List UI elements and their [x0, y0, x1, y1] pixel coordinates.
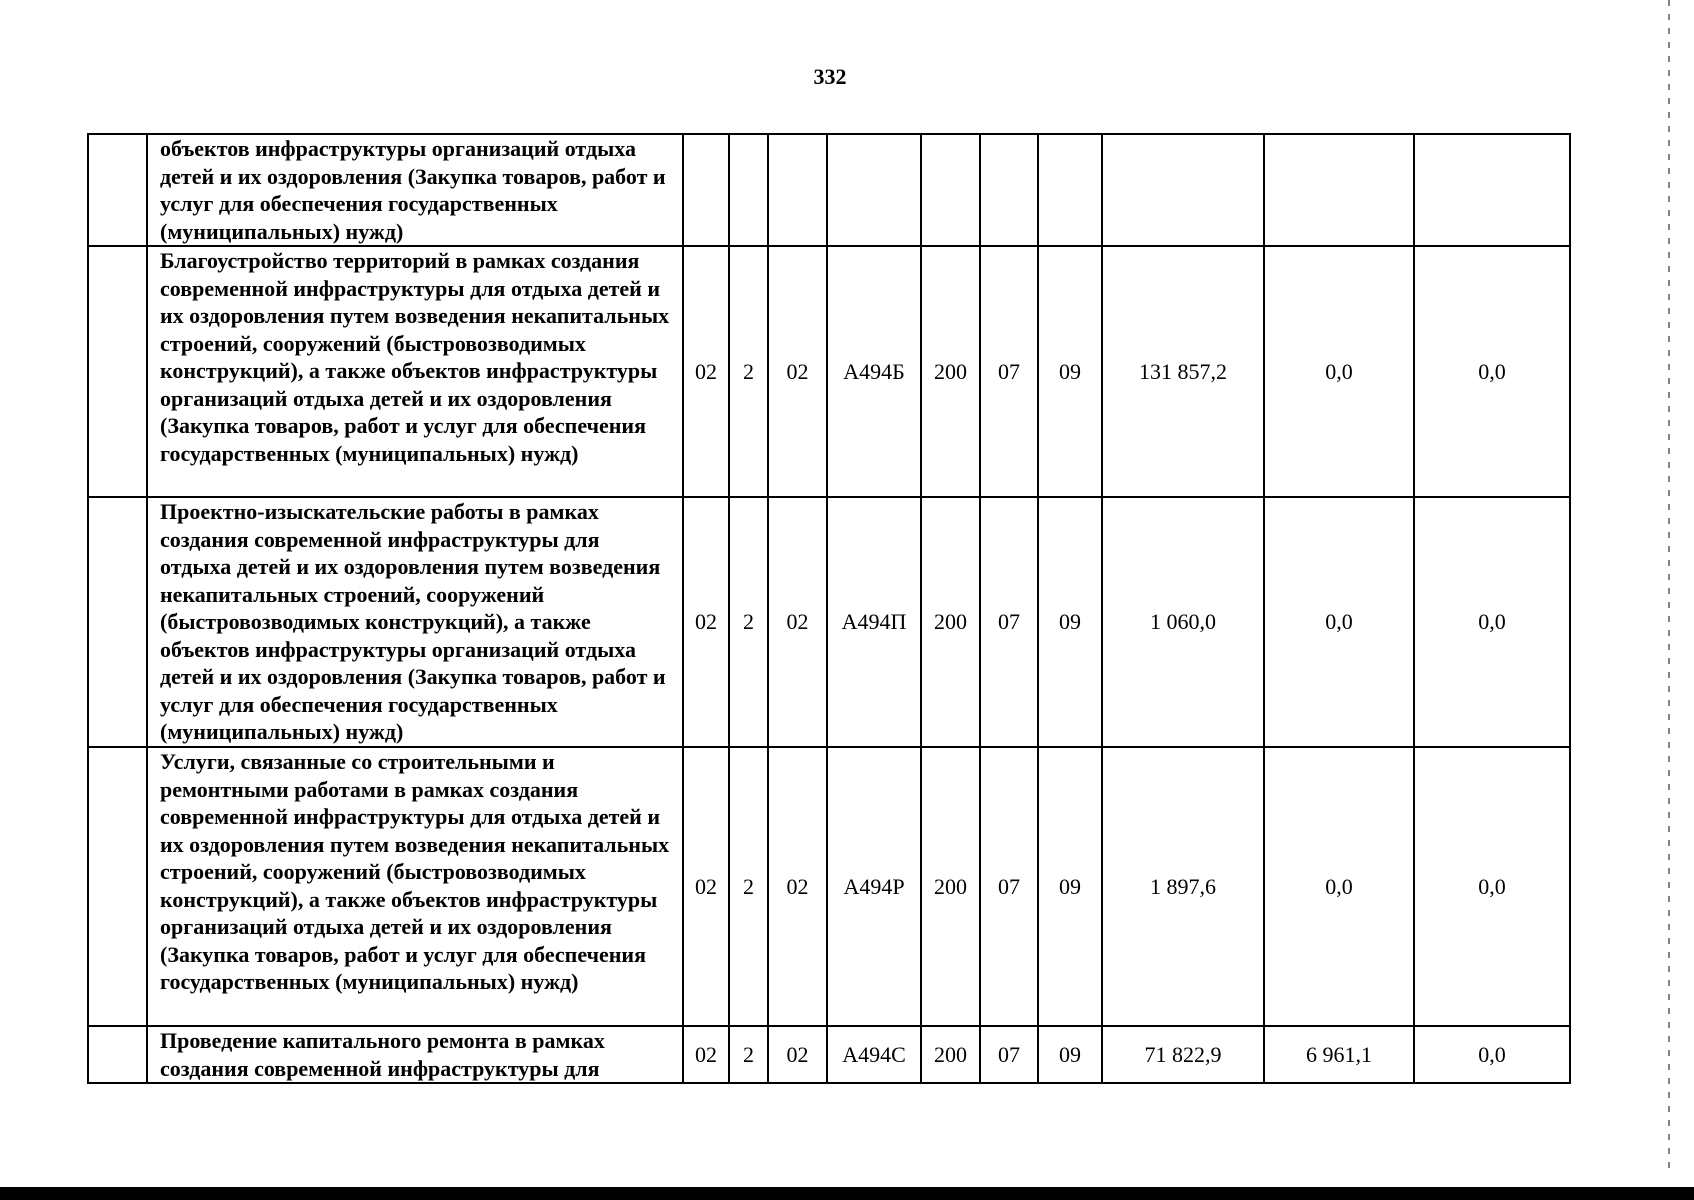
amount-cell: 1 060,0: [1102, 497, 1264, 747]
code-cell: 02: [768, 1026, 827, 1083]
expense-type-cell: 200: [921, 747, 980, 1026]
code-cell: 02: [683, 497, 729, 747]
code-cell: 2: [729, 497, 768, 747]
scan-edge-line: [1668, 0, 1670, 1170]
table-row: [88, 497, 1570, 747]
subsection-cell: [1038, 134, 1102, 246]
code-cell: 2: [729, 747, 768, 1026]
expense-type-cell: 200: [921, 1026, 980, 1083]
table-row: [88, 246, 1570, 497]
row-description: объектов инфраструктуры организаций отдыха детей и их оздоровления (Закупка товаров, работ и услуг для обеспечения государственных (муниципальных) нужд): [147, 134, 683, 246]
amount-cell: 71 822,9: [1102, 1026, 1264, 1083]
row-index-cell: [88, 246, 147, 497]
amount-cell: 0,0: [1414, 1026, 1570, 1083]
row-index-cell: [88, 1026, 147, 1083]
code-cell: 02: [683, 246, 729, 497]
amount-cell: 6 961,1: [1264, 1026, 1414, 1083]
subsection-cell: 09: [1038, 1026, 1102, 1083]
table-row: [88, 1026, 1570, 1083]
row-description: Проведение капитального ремонта в рамках создания современной инфраструктуры для: [147, 1026, 683, 1083]
budget-table: [87, 133, 1571, 1084]
section-cell: 07: [980, 246, 1038, 497]
row-description: Благоустройство территорий в рамках создания современной инфраструктуры для отдыха детей и их оздоровления путем возведения некапитальных строений, сооружений (быстровозводимых конструкций), а также объектов инфраструктуры организаций отдыха детей и их оздоровления (Закупка товаров, работ и услуг для обеспечения государственных (муниципальных) нужд): [147, 246, 683, 497]
target-article-cell: А494С: [827, 1026, 921, 1083]
row-index-cell: [88, 747, 147, 1026]
table-row: [88, 134, 1570, 246]
amount-cell: [1414, 134, 1570, 246]
row-index-cell: [88, 134, 147, 246]
subsection-cell: 09: [1038, 747, 1102, 1026]
target-article-cell: А494Р: [827, 747, 921, 1026]
amount-cell: 0,0: [1264, 497, 1414, 747]
section-cell: 07: [980, 1026, 1038, 1083]
target-article-cell: А494Б: [827, 246, 921, 497]
code-cell: 02: [683, 1026, 729, 1083]
subsection-cell: 09: [1038, 497, 1102, 747]
row-description: Услуги, связанные со строительными и ремонтными работами в рамках создания современной инфраструктуры для отдыха детей и их оздоровления путем возведения некапитальных строений, сооружений (быстровозводимых конструкций), а также объектов инфраструктуры организаций отдыха детей и их оздоровления (Закупка товаров, работ и услуг для обеспечения государственных (муниципальных) нужд): [147, 747, 683, 1026]
amount-cell: 0,0: [1414, 497, 1570, 747]
amount-cell: 0,0: [1414, 246, 1570, 497]
code-cell: 02: [768, 747, 827, 1026]
code-cell: [768, 134, 827, 246]
amount-cell: [1102, 134, 1264, 246]
target-article-cell: [827, 134, 921, 246]
expense-type-cell: 200: [921, 246, 980, 497]
expense-type-cell: [921, 134, 980, 246]
code-cell: 02: [768, 246, 827, 497]
amount-cell: 1 897,6: [1102, 747, 1264, 1026]
amount-cell: [1264, 134, 1414, 246]
target-article-cell: А494П: [827, 497, 921, 747]
row-index-cell: [88, 497, 147, 747]
section-cell: 07: [980, 747, 1038, 1026]
amount-cell: 0,0: [1264, 747, 1414, 1026]
code-cell: 2: [729, 246, 768, 497]
page-number: 332: [813, 64, 847, 89]
section-cell: [980, 134, 1038, 246]
code-cell: 02: [768, 497, 827, 747]
section-cell: 07: [980, 497, 1038, 747]
scan-bottom-border: [0, 1187, 1694, 1200]
table-row: [88, 747, 1570, 1026]
expense-type-cell: 200: [921, 497, 980, 747]
amount-cell: 0,0: [1264, 246, 1414, 497]
subsection-cell: 09: [1038, 246, 1102, 497]
code-cell: [683, 134, 729, 246]
amount-cell: 0,0: [1414, 747, 1570, 1026]
row-description: Проектно-изыскательские работы в рамках создания современной инфраструктуры для отдыха детей и их оздоровления путем возведения некапитальных строений, сооружений (быстровозводимых конструкций), а также объектов инфраструктуры организаций отдыха детей и их оздоровления (Закупка товаров, работ и услуг для обеспечения государственных (муниципальных) нужд): [147, 497, 683, 747]
code-cell: [729, 134, 768, 246]
code-cell: 2: [729, 1026, 768, 1083]
code-cell: 02: [683, 747, 729, 1026]
amount-cell: 131 857,2: [1102, 246, 1264, 497]
